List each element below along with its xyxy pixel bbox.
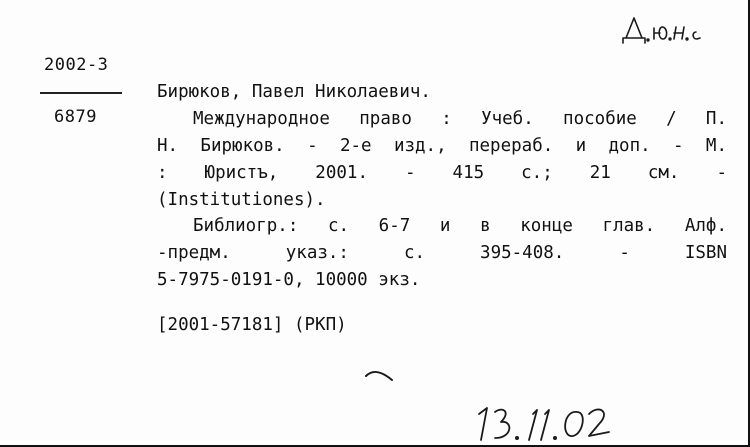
handwritten-note-top-text: Д.Ю.Н. [620, 10, 624, 11]
call-number-divider [40, 92, 122, 94]
handwritten-stroke [686, 38, 688, 40]
handwritten-stroke [669, 38, 671, 40]
description-line: Международное право : Учеб. пособие / П. [193, 109, 727, 129]
registration-line: [2001-57181] (РКП) [157, 315, 347, 335]
handwritten-stroke [554, 437, 556, 439]
author-line: Бирюков, Павел Николаевич. [157, 82, 431, 102]
bibliographic-notes [157, 213, 727, 294]
handwritten-stroke [529, 410, 537, 440]
handwritten-stroke [479, 408, 487, 440]
description-line: Н. Бирюков. - 2-е изд., перераб. и доп. - М. [157, 136, 727, 156]
notes-line: Библиогр.: с. 6-7 и в конце глав. Алф. [193, 216, 727, 236]
bibliographic-description [157, 106, 727, 214]
handwritten-stroke [516, 437, 518, 439]
handwritten-stroke [674, 27, 684, 39]
notes-line: 5-7975-0191-0, 10000 экз. [157, 270, 421, 290]
handwritten-stroke [647, 39, 649, 41]
call-number-top: 2002-3 [44, 55, 109, 75]
author-heading [157, 79, 727, 106]
description-line: : Юристъ, 2001. - 415 с.; 21 см. - [157, 163, 727, 183]
handwritten-note-top [620, 10, 720, 46]
handwritten-stroke [495, 410, 509, 438]
handwritten-date [475, 398, 625, 444]
description-line: (Institutiones). [157, 190, 326, 210]
handwritten-stroke [565, 412, 583, 436]
notes-line: -предм. указ.: с. 395-408. - ISBN [157, 243, 727, 263]
handwritten-stroke [589, 409, 609, 436]
registration-block [157, 312, 727, 339]
handwritten-stroke [623, 18, 645, 43]
handwritten-stroke [693, 32, 700, 39]
ink-mark [364, 366, 394, 384]
handwritten-stroke [654, 27, 667, 39]
call-number-bottom: 6879 [54, 107, 97, 127]
handwritten-stroke [541, 410, 549, 440]
handwritten-date-text: 13.11.02 [475, 398, 480, 399]
